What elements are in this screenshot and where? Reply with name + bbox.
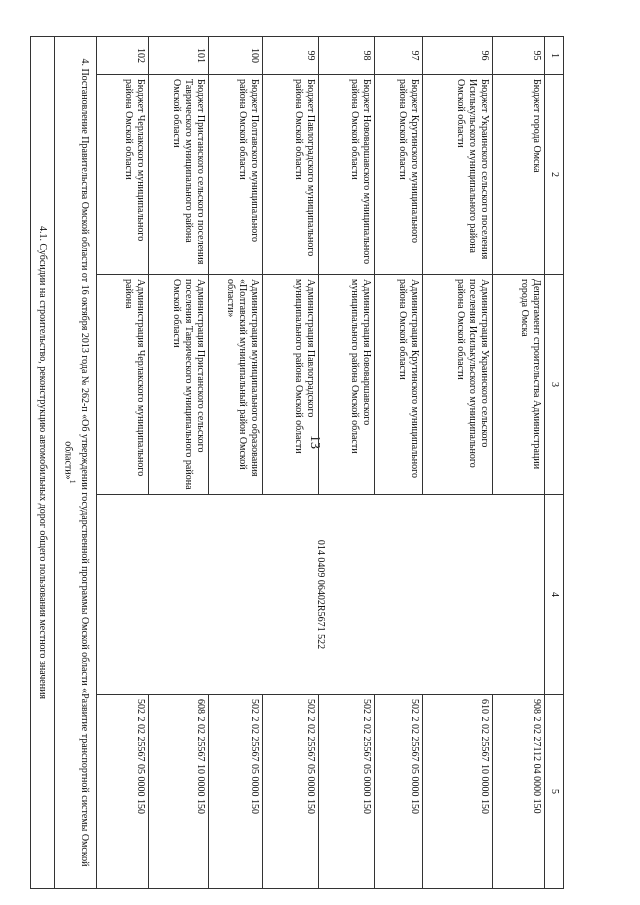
column-header: 1 (545, 37, 564, 75)
admin-cell: Администрация Черлакского муниципального района (97, 275, 149, 495)
table-row (493, 37, 545, 889)
row-number: 98 (319, 37, 375, 75)
budget-table (30, 36, 564, 889)
budget-cell: Бюджет Нововаршавского муниципального района Омской области (319, 75, 375, 275)
row-number: 102 (97, 37, 149, 75)
column-header: 3 (545, 275, 564, 495)
section-4-title (55, 37, 97, 889)
table-row (209, 37, 263, 889)
budget-cell: Бюджет Черлакского муниципального района Омской области (97, 75, 149, 275)
column-header: 4 (545, 495, 564, 695)
row-number: 96 (423, 37, 493, 75)
code5-cell: 502 2 02 25567 05 0000 150 (97, 695, 149, 889)
row-number: 95 (493, 37, 545, 75)
row-number: 101 (149, 37, 209, 75)
table-row (375, 37, 423, 889)
table-row (263, 37, 319, 889)
rotated-page (35, 36, 564, 888)
table-row (423, 37, 493, 889)
page-number: 13 (307, 435, 322, 449)
section-row (55, 37, 97, 889)
table-row (149, 37, 209, 889)
column-header: 5 (545, 695, 564, 889)
admin-cell: Департамент строительства Администрации города Омска (493, 275, 545, 495)
column-header: 2 (545, 75, 564, 275)
admin-cell: Администрация Пристанского сельского поселения Таврического муниципального района Омской области (149, 275, 209, 495)
code5-cell: 610 2 02 25567 10 0000 150 (423, 695, 493, 889)
admin-cell: Администрация Украинского сельского поселения Исилькульского муниципального района Омской области (423, 275, 493, 495)
code5-cell: 608 2 02 25567 10 0000 150 (149, 695, 209, 889)
admin-cell: Администрация Крутинского муниципального района Омской области (375, 275, 423, 495)
section-row (31, 37, 55, 889)
header-row (545, 37, 564, 889)
row-number: 97 (375, 37, 423, 75)
budget-cell: Бюджет Пристанского сельского поселения Таврического муниципального района Омской области (149, 75, 209, 275)
section-41-title: 4.1. Субсидии на строительство, реконструкцию автомобильных дорог общего пользования местного значения (31, 37, 55, 889)
code5-cell: 502 2 02 25567 05 0000 150 (375, 695, 423, 889)
code5-cell: 908 2 02 27112 04 0000 150 (493, 695, 545, 889)
budget-cell: Бюджет Украинского сельского поселения Исилькульского муниципального района Омской области (423, 75, 493, 275)
section-4-text: 4. Постановление Правительства Омской области от 16 октября 2013 года № 262-п «Об утверждении государственной программы Омской области «Развитие транспортной системы Омской области» (62, 58, 90, 867)
budget-cell: Бюджет Полтавского муниципального района Омской области (209, 75, 263, 275)
code4-cell: 014 0409 06402R5671 522 (97, 495, 545, 695)
admin-cell: Администрация Нововаршавского муниципального района Омской области (319, 275, 375, 495)
footnote-mark: 1 (67, 479, 77, 484)
code5-cell: 502 2 02 25567 05 0000 150 (319, 695, 375, 889)
budget-cell: Бюджет города Омска (493, 75, 545, 275)
budget-cell: Бюджет Павлоградского муниципального района Омской области (263, 75, 319, 275)
table-row (97, 37, 149, 889)
admin-cell: Администрация муниципального образования «Полтавский муниципальный район Омской области» (209, 275, 263, 495)
table-row (319, 37, 375, 889)
admin-cell: Администрация Павлоградского муниципального района Омской области (263, 275, 319, 495)
code5-cell: 502 2 02 25567 05 0000 150 (209, 695, 263, 889)
row-number: 99 (263, 37, 319, 75)
budget-cell: Бюджет Крутинского муниципального района Омской области (375, 75, 423, 275)
code5-cell: 502 2 02 25567 05 0000 150 (263, 695, 319, 889)
row-number: 100 (209, 37, 263, 75)
